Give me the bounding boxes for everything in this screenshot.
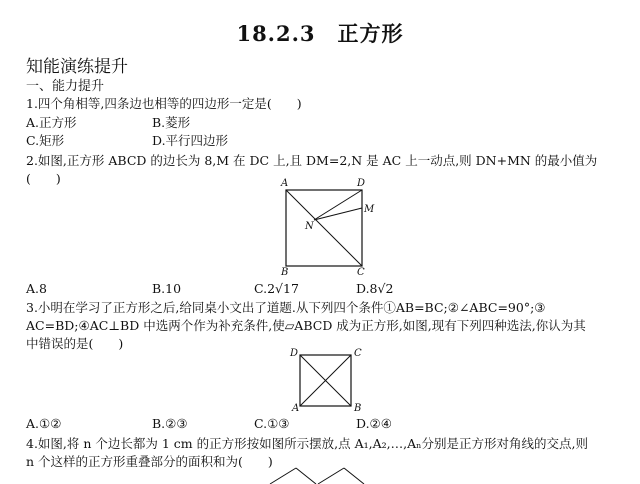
question-4-line-2: n 个这样的正方形重叠部分的面积和为( ) [26,454,273,469]
question-3-option-a: A.①② [26,416,62,431]
question-3-line-3: 中错误的是( ) [26,336,124,351]
figure2-label-n: N [305,221,314,232]
question-2-text: 2.如图,正方形 ABCD 的边长为 8,M 在 DC 上,且 DM=2,N 是 AC 上一动点,则 DN+MN 的最小值为 [26,153,598,168]
question-3-option-d: D.②④ [356,416,392,431]
question-2-paren: ( ) [26,171,61,186]
figure2-label-m: M [364,204,375,215]
question-1-text: 1.四个角相等,四条边也相等的四边形一定是( ) [26,96,302,111]
subsection-heading: 一、能力提升 [26,79,105,94]
figure2-label-a: A [281,178,289,189]
figure3-label-c: C [354,348,362,359]
question-3-option-c: C.①③ [254,416,290,431]
question-2-option-d: D.8√2 [356,281,394,296]
figure3-label-a: A [292,403,300,414]
question-2-option-c: C.2√17 [254,281,299,296]
figure2-label-c: C [357,267,365,278]
question-3-line-2: AC=BD;④AC⊥BD 中选两个作为补充条件,使▱ABCD 成为正方形,如图,现有下列四种选法,你认为其 [26,318,586,333]
section-heading: 知能演练提升 [26,57,128,77]
figure2-label-d: D [357,178,366,189]
question-3-line-1: 3.小明在学习了正方形之后,给同桌小文出了道题.从下列四个条件①AB=BC;②∠ABC=90°;③ [26,300,546,315]
question-1-option-d: D.平行四边形 [152,133,229,148]
question-1-option-c: C.矩形 [26,133,65,148]
question-4-line-1: 4.如图,将 n 个边长都为 1 cm 的正方形按如图所示摆放,点 A₁,A₂,…,Aₙ分别是正方形对角线的交点,则 [26,436,588,451]
figure3-label-b: B [354,403,362,414]
page-title: 18.2.3 正方形 [236,21,404,46]
question-3-option-b: B.②③ [152,416,188,431]
question-2-option-a: A.8 [26,281,47,296]
question-1-option-a: A.正方形 [26,115,77,130]
question-1-option-b: B.菱形 [152,115,191,130]
figure3-label-d: D [290,348,299,359]
question-2-option-b: B.10 [152,281,182,296]
figure2-label-b: B [281,267,289,278]
